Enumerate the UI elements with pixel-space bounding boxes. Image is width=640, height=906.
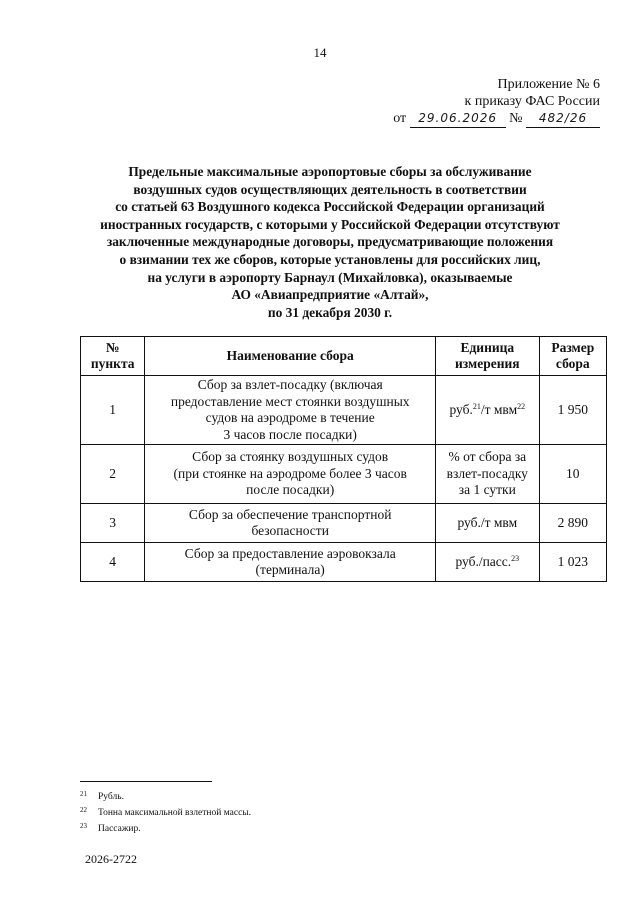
- document-code: 2026-2722: [85, 852, 137, 866]
- row-number: 4: [81, 543, 145, 582]
- table-row: [81, 543, 607, 582]
- fee-value: 1 950: [539, 376, 606, 445]
- title-line: воздушных судов осуществляющих деятельность в соответствии: [133, 181, 527, 197]
- footnote-ref: 22: [517, 401, 526, 411]
- header-fee-name: Наименование сбора: [145, 337, 436, 376]
- footnote: 21 Рубль.: [80, 790, 124, 802]
- appendix-title: Приложение № 6: [497, 77, 600, 92]
- row-number: 2: [81, 445, 145, 504]
- document-title: [60, 163, 600, 321]
- footnote: 23 Пассажир.: [80, 822, 141, 834]
- fee-value: 2 890: [539, 504, 606, 543]
- fee-name: Сбор за стоянку воздушных судов (при стоянке на аэродроме более 3 часов после посадки): [145, 445, 436, 504]
- fee-unit: руб./пасс.$^{23}$: [436, 543, 540, 582]
- header-unit: Единица измерения: [436, 337, 540, 376]
- fee-value: 10: [539, 445, 606, 504]
- fee-unit: % от сбора за взлет-посадку за 1 сутки: [436, 445, 540, 504]
- fee-name: Сбор за взлет-посадку (включая предоставление мест стоянки воздушных судов на аэродроме в течение 3 часов после посадки): [145, 376, 436, 445]
- footnote-ref: 21: [472, 401, 481, 411]
- title-line: заключенные международные договоры, предусматривающие положения: [106, 234, 554, 250]
- footnote-divider: [80, 781, 212, 782]
- table-row: [81, 504, 607, 543]
- row-number: 3: [81, 504, 145, 543]
- fee-value: 1 023: [539, 543, 606, 582]
- fees-table: [80, 336, 607, 582]
- title-line: АО «Авиапредприятие «Алтай»,: [231, 287, 429, 303]
- from-label: от: [393, 111, 407, 126]
- table-row: [81, 445, 607, 504]
- title-line: иностранных государств, с которыми у Российской Федерации отсутствуют: [100, 216, 560, 232]
- footnotes: [80, 788, 251, 836]
- title-line: на услуги в аэропорту Барнаул (Михайловка), оказываемые: [147, 269, 513, 285]
- appendix-order-ref: к приказу ФАС России: [464, 94, 600, 109]
- title-line: о взимании тех же сборов, которые установлены для российских лиц,: [119, 251, 541, 267]
- handwritten-date: 29.06.2026: [410, 110, 506, 128]
- header-item-number: № пункта: [81, 337, 145, 376]
- title-line: со статьей 63 Воздушного кодекса Российской Федерации организаций: [115, 199, 545, 215]
- fee-name: Сбор за обеспечение транспортной безопасности: [145, 504, 436, 543]
- appendix-date-line: [370, 110, 600, 128]
- handwritten-number: 482/26: [526, 110, 600, 128]
- fee-unit: руб.$^{21}$/т мвм$^{22}$: [436, 376, 540, 445]
- fee-name: Сбор за предоставление аэровокзала (терминала): [145, 543, 436, 582]
- footnote-ref: 23: [511, 553, 520, 563]
- footnote: 22 Тонна максимальной взлетной массы.: [80, 806, 252, 818]
- appendix-header: [370, 76, 600, 128]
- page-number: 14: [313, 45, 327, 60]
- row-number: 1: [81, 376, 145, 445]
- number-label: №: [509, 111, 523, 126]
- fee-unit: руб./т мвм: [436, 504, 540, 543]
- title-line: Предельные максимальные аэропортовые сборы за обслуживание: [128, 164, 532, 179]
- table-row: [81, 376, 607, 445]
- table-header-row: [81, 337, 607, 376]
- title-line: по 31 декабря 2030 г.: [267, 304, 393, 320]
- header-fee-size: Размер сбора: [539, 337, 606, 376]
